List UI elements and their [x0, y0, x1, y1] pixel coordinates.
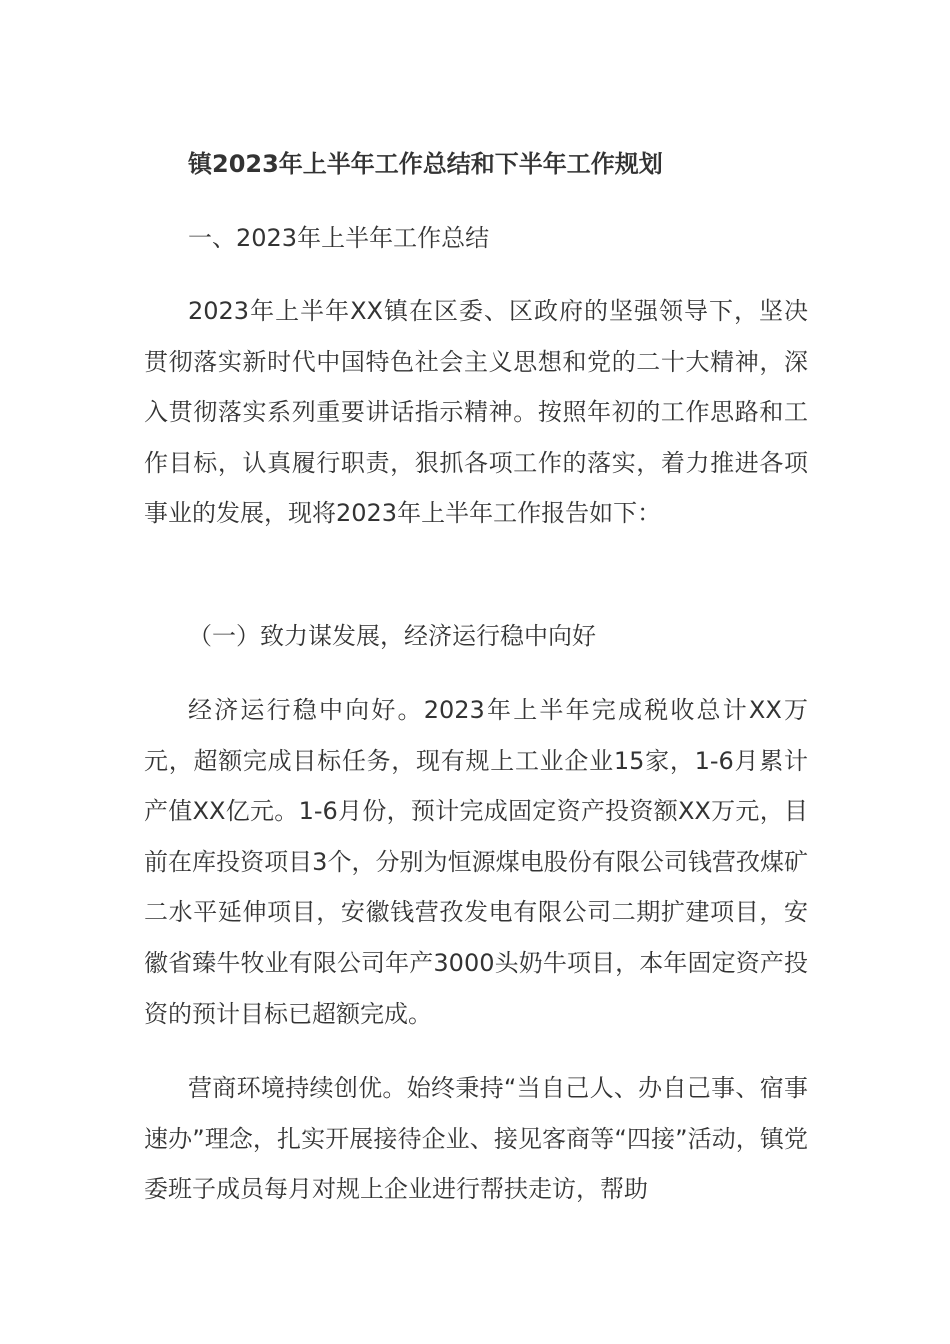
intro-paragraph: 2023年上半年XX镇在区委、区政府的坚强领导下，坚决贯彻落实新时代中国特色社会主义思想和党的二十大精神，深入贯彻落实系列重要讲话指示精神。按照年初的工作思路和工作目标，认真履行职责，狠抓各项工作的落实，着力推进各项事业的发展，现将2023年上半年工作报告如下：	[144, 297, 808, 528]
subsection-heading: （一）致力谋发展，经济运行稳中向好	[188, 622, 596, 650]
section-heading: 一、2023年上半年工作总结	[188, 224, 490, 252]
document-title: 镇2023年上半年工作总结和下半年工作规划	[188, 150, 663, 178]
economy-paragraph: 经济运行稳中向好。2023年上半年完成税收总计XX万元，超额完成目标任务，现有规上工业企业15家，1-6月累计产值XX亿元。1-6月份，预计完成固定资产投资额XX万元，目前在库投资项目3个，分别为恒源煤电股份有限公司钱营孜煤矿二水平延伸项目，安徽钱营孜发电有限公司二期扩建项目，安徽省臻牛牧业有限公司年产3000头奶牛项目，本年固定资产投资的预计目标已超额完成。	[144, 696, 808, 1028]
business-paragraph: 营商环境持续创优。始终秉持“当自己人、办自己事、宿事速办”理念，扎实开展接待企业、接见客商等“四接”活动，镇党委班子成员每月对规上企业进行帮扶走访，帮助	[144, 1074, 808, 1204]
